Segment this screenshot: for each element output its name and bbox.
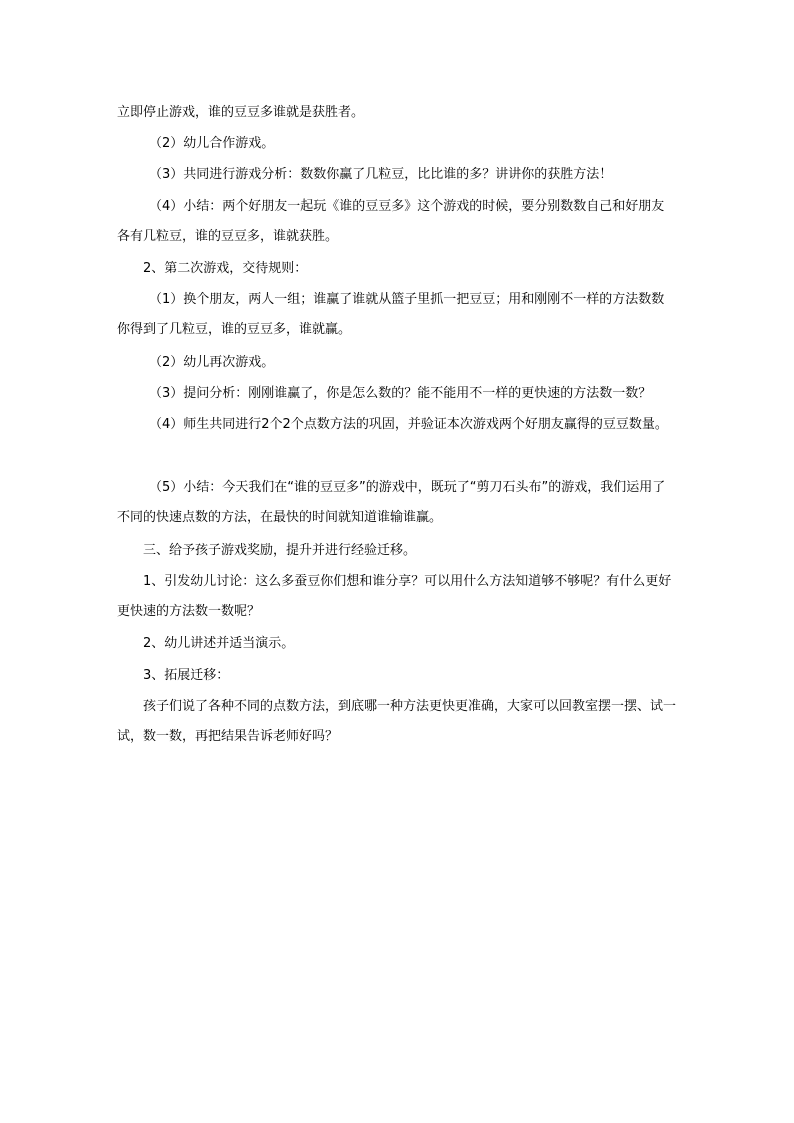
paragraph-11: 三、给予孩子游戏奖励，提升并进行经验迁移。 [143, 543, 417, 558]
paragraph-5: 2、第二次游戏，交待规则： [143, 261, 308, 276]
paragraph-9: （4）师生共同进行2个2个点数方法的巩固，并验证本次游戏两个好朋友赢得的豆豆数量。 [149, 417, 668, 432]
paragraph-3: （3）共同进行游戏分析：数数你赢了几粒豆，比比谁的多？讲讲你的获胜方法！ [149, 167, 613, 182]
paragraph-13: 2、幼儿讲述并适当演示。 [143, 636, 295, 651]
paragraph-2: （2）幼儿合作游戏。 [149, 136, 275, 151]
paragraph-10: （5）小结：今天我们在“谁的豆豆多”的游戏中，既玩了“剪刀石头布”的游戏，我们运用了不同的快速点数的方法，在最快的时间就知道谁输谁赢。 [117, 480, 666, 525]
paragraph-6: （1）换个朋友，两人一组；谁赢了谁就从篮子里抓一把豆豆；用和刚刚不一样的方法数数你得到了几粒豆，谁的豆豆多，谁就赢。 [117, 292, 665, 337]
paragraph-15: 孩子们说了各种不同的点数方法，到底哪一种方法更快更准确，大家可以回教室摆一摆、试一试，数一数，再把结果告诉老师好吗？ [117, 699, 677, 744]
paragraph-14: 3、拓展迁移： [143, 668, 230, 683]
paragraph-1: 立即停止游戏，谁的豆豆多谁就是获胜者。 [117, 105, 365, 120]
paragraph-7: （2）幼儿再次游戏。 [149, 355, 275, 370]
paragraph-12: 1、引发幼儿讨论：这么多蚕豆你们想和谁分享？可以用什么方法知道够不够呢？有什么更好更快速的方法数一数呢？ [117, 574, 672, 619]
paragraph-4: （4）小结：两个好朋友一起玩《谁的豆豆多》这个游戏的时候，要分别数数自己和好朋友各有几粒豆，谁的豆豆多，谁就获胜。 [117, 199, 665, 244]
paragraph-8: （3）提问分析：刚刚谁赢了，你是怎么数的？能不能用不一样的更快速的方法数一数？ [149, 386, 652, 401]
